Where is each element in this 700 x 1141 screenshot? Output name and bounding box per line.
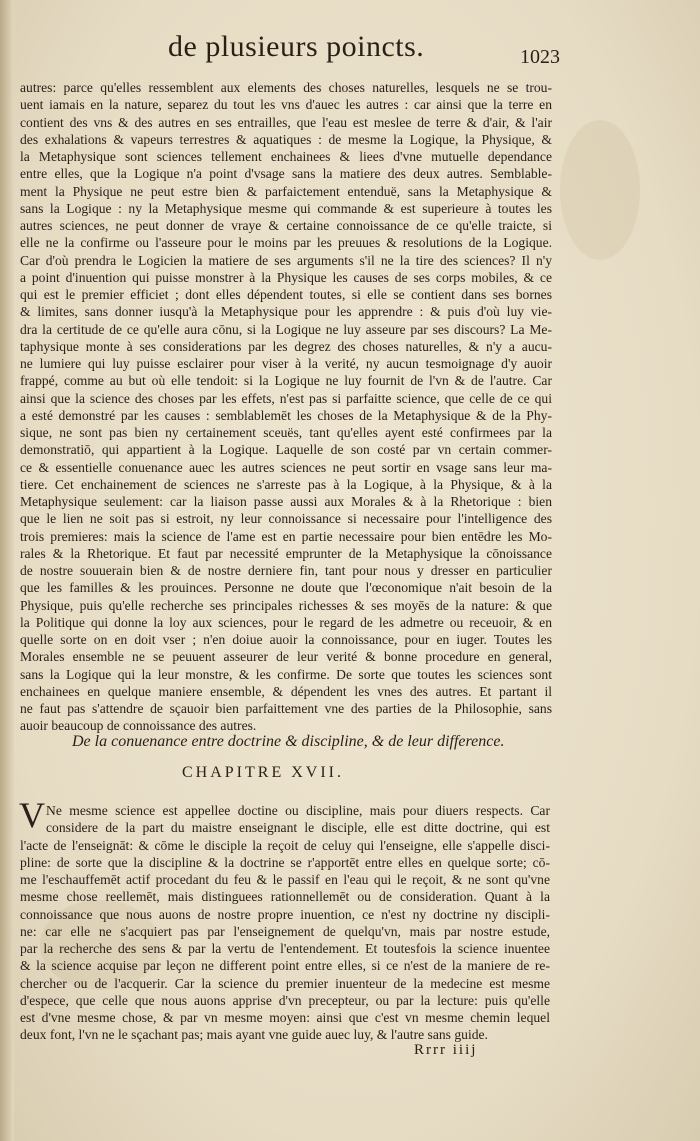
text-line: Physique, puis qu'elle recherche ses principales richesses & ses moyēs de la nature: & que <box>20 597 552 613</box>
text-line: d'espece, que celle que nous auons apprise d'vn precepteur, ou par la lecture: puis qu'elle <box>20 992 550 1008</box>
text-line: Morales ensemble ne se peuuent asseurer de leur verité & bonne procedure en general, <box>20 649 552 665</box>
text-line: ment la Physique ne peut estre bien & parfaictement entenduë, sans la Metaphysique & <box>20 183 552 199</box>
text-line: autres sciences, ne peut donner de vraye & certaine connoissance de ce qu'elle traicte, si <box>20 218 552 233</box>
text-line: & limites, sans donner iusqu'à la Metaphysique pour les apprendre : & puis d'où luy vie- <box>20 304 552 320</box>
page-number: 1023 <box>520 46 560 68</box>
body-text <box>20 79 552 735</box>
text-line: contient des vns & des autres en ses entrailles, que l'eau est meslee de terre & d'air, & l'air <box>20 114 552 130</box>
text-line: a esté demonstré par les causes : semblablemēt les choses de la Metaphysique & de la Phy- <box>20 407 552 423</box>
text-line: me l'eschauffemēt actif procedant du feu & le passif en l'eau qui le reçoit, & ne sont qu'vne <box>20 872 550 887</box>
section-heading: De la conuenance entre doctrine & discipline, & de leur difference. <box>72 733 505 750</box>
text-line: sans la Logique : ny la Metaphysique mesme qui commande & est superieure à toutes les <box>20 200 552 216</box>
paper-stain <box>560 120 640 260</box>
text-line: a point d'inuention qui puisse monstrer à la Physique les causes de ses corps mobiles, & ce <box>20 269 552 285</box>
text-line: frappé, comme au but où elle tendoit: si la Logique ne luy fournit de l'vn & de l'autre. Car <box>20 373 552 389</box>
text-line: enchainees en quelque maniere ensemble, & dépendent les vnes des autres. Et partant il <box>20 683 552 699</box>
text-line: trois premieres: mais la science de l'ame est en partie necessaire pour bien entēdre les Mo- <box>20 528 552 544</box>
text-line: ne faut pas s'attendre de sçauoir bien parfaittement vne des parties de la Philosophie, sans <box>20 701 552 716</box>
text-line: taphysique monte à ses considerations par les degrez des choses naturelles, & n'y a aucu- <box>20 338 552 354</box>
text-line: est d'vne mesme chose, & par vn mesme moyen: ainsi que c'est vn mesme chemin lequel <box>20 1010 550 1025</box>
text-line: entre elles, que la Logique n'a point d'vsage sans la matiere des deux autres. Semblable- <box>20 166 552 182</box>
text-line: ainsi que la science des choses par les effets, n'est pas si parfaitte science, que celle de ce qui <box>20 390 552 406</box>
chapter-title: CHAPITRE XVII. <box>182 764 344 781</box>
text-line: & la science acquise par leçon ne different point entre elles, si ce n'est de la maniere de re- <box>20 958 550 974</box>
text-line: sique, ne sont pas bien ny certainement sceuës, tant qu'elles ayent esté confirmees par la <box>20 425 552 440</box>
text-line: sans la Logique qui la leur monstre, & les confirme. De sorte que toutes les sciences sont <box>20 666 552 682</box>
text-line: connoissance que nous auons de nostre propre inuention, ce n'est ny doctrine ny discipli- <box>20 906 550 922</box>
text-line: que le lien ne soit pas si estroit, ny leur connoissance si necessaire pour l'intelligence des <box>20 511 552 527</box>
running-head: de plusieurs poincts. <box>168 30 425 63</box>
binding-gutter <box>0 0 14 1141</box>
text-line: dra la certitude de ce qu'elle aura cōnu, si la Logique ne luy asseure par ses discours? La Me- <box>20 321 552 337</box>
text-line: mesme chose reellemēt, mais distinguees rationnellemēt ou de consideration. Quant à la <box>20 889 550 905</box>
text-line: rales & la Rhetorique. Et faut par necessité emprunter de la Metaphysique la cōnoissance <box>20 545 552 561</box>
text-line: quelle sorte on en doit vser ; n'en doiue auoir la connoissance, pour en iuger. Toutes les <box>20 632 552 647</box>
text-line: Car d'où prendra le Logicien la matiere de ses arguments s'il ne la tire des sciences? Il n'y <box>20 252 552 268</box>
text-line: deux font, l'vn ne le sçachant pas; mais ayant vne guide auec luy, & l'autre sans guide. <box>20 1027 488 1043</box>
text-line: Ne mesme science est appellee doctine ou discipline, mais pour diuers respects. Car <box>46 803 550 818</box>
text-line: demonstratiō, qui appartient à la Logique. Laquelle de son costé par vn certain commer- <box>20 442 552 458</box>
text-line: uent iamais en la nature, separez du tout les vns d'auec les autres : car ainsi que la terre en <box>20 97 552 113</box>
text-line: l'acte de l'enseignāt: & cōme le disciple la reçoit de celuy qui l'enseigne, elle s'appelle disci- <box>20 837 550 853</box>
text-line: qui est le premier efficiet ; dont elles dépendent toutes, si elle se contient dans ses bornes <box>20 287 552 302</box>
chapter-text <box>20 802 550 1044</box>
text-line: la Metaphysique sont sciences tellement enchainees & liees d'vne mutuelle dependance <box>20 149 552 164</box>
text-line: des exhalations & vapeurs terrestres & aquatiques : de mesme la Logique, la Physique, & <box>20 131 552 147</box>
text-line: que les familles & les prouinces. Personne ne doute que l'œconomique n'ait besoin de la <box>20 580 552 596</box>
text-line: elle ne la confirme ou l'asseure pour le moins par les preuues & resolutions de la Logique. <box>20 235 552 251</box>
text-line: ne: car elle ne s'acquiert pas par l'enseignement de quelqu'vn, mais par nostre estude, <box>20 923 550 939</box>
text-line: ne lumiere qui luy puisse esclairer pour viser à la verité, ny aucun tesmoignage d'y auoir <box>20 356 552 371</box>
text-line: ce & essentielle conuenance auec les autres sciences ne peut sortir en vsage sans leur ma- <box>20 459 552 475</box>
text-line: de nostre souuerain bien & de nostre derniere fin, tant pour nous y dresser en particulier <box>20 563 552 578</box>
text-line: considere de la part du maistre enseignant le disciple, elle est ditte doctrine, qui est <box>46 820 550 836</box>
signature-mark: Rrrr iiij <box>414 1042 478 1058</box>
text-line: auoir beaucoup de connoissance des autres. <box>20 718 257 734</box>
text-line: autres: parce qu'elles ressemblent aux elements des choses naturelles, lesquels ne se trou- <box>20 80 552 95</box>
text-line: pline: de sorte que la discipline & la doctrine se r'apportēt entre elles en quelque sorte; cō- <box>20 854 550 870</box>
drop-cap: V <box>19 795 45 835</box>
text-line: par la recherche des sens & par la vertu de l'entendement. Et toutesfois la science inuentee <box>20 941 550 956</box>
text-line: tiere. Cet enchainement de sciences ne s'arreste pas à la Logique, à la Physique, & à la <box>20 476 552 492</box>
text-line: Metaphysique seulement: car la liaison passe aussi aux Morales & à la Rhetorique : bien <box>20 494 552 509</box>
text-line: chercher ou de l'acquerir. Car la science du premier inuenteur de la medecine est mesme <box>20 975 550 991</box>
text-line: la Politique qui donne la loy aux sciences, pour le regard de les admetre ou receuoir, & en <box>20 614 552 630</box>
